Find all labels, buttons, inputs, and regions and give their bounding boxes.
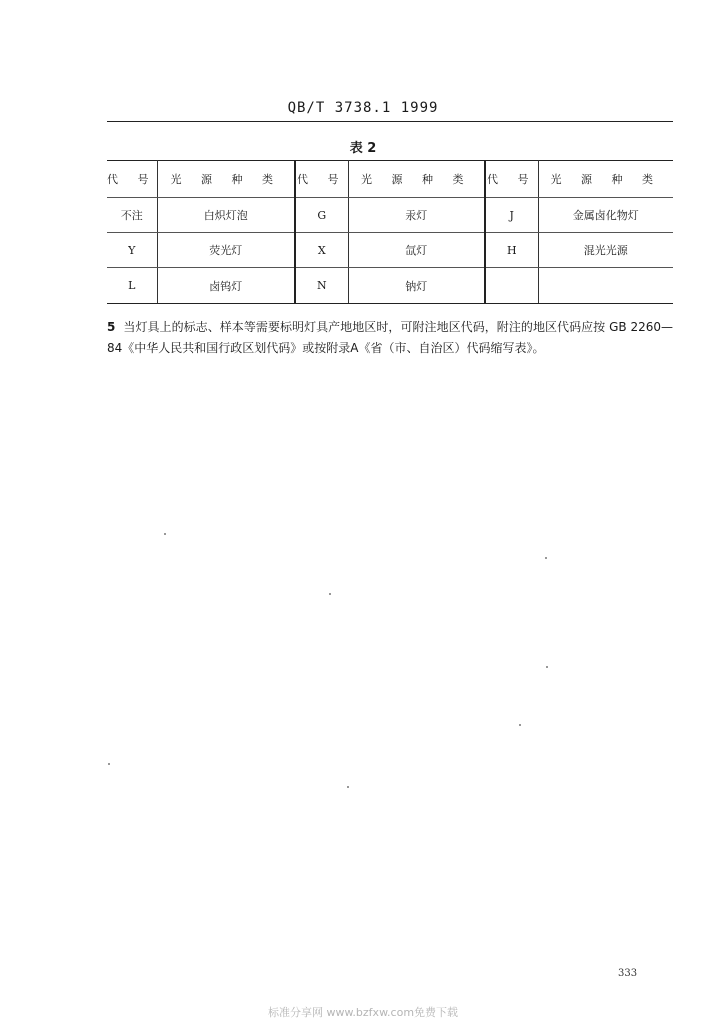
table-cell: 钠灯 [348, 268, 485, 304]
scan-speck [519, 724, 521, 726]
table-cell: 金属卤化物灯 [538, 198, 673, 233]
table-cell: L [107, 268, 157, 304]
header-type-col-3: 光 源 种 类 [538, 161, 673, 198]
table-title: 表 2 [349, 141, 377, 156]
table-cell: N [295, 268, 348, 304]
table-cell [485, 268, 538, 304]
scan-speck [546, 666, 548, 668]
table-cell: X [295, 233, 348, 268]
header-code-col-2: 代 号 [295, 161, 348, 198]
table-cell [538, 268, 673, 304]
scan-speck [545, 557, 547, 559]
light-source-code-table [107, 160, 673, 304]
table-cell: 不注 [107, 198, 157, 233]
table-cell: 白炽灯泡 [157, 198, 295, 233]
header-type-col-2: 光 源 种 类 [348, 161, 485, 198]
scan-speck [347, 786, 349, 788]
clause-text: 当灯具上的标志、样本等需要标明灯具产地地区时，可附注地区代码，附注的地区代码应按 GB 2260—84《中华人民共和国行政区划代码》或按附录A《省（市、自治区）代码缩写表》。 [107, 320, 673, 355]
table-cell: 汞灯 [348, 198, 485, 233]
table-header-row [107, 161, 673, 198]
header-code-col-1: 代 号 [107, 161, 157, 198]
clause-number: 5 [107, 320, 116, 334]
table-cell: J [485, 198, 538, 233]
scan-speck [164, 533, 166, 535]
table-cell: 荧光灯 [157, 233, 295, 268]
table-cell: H [485, 233, 538, 268]
table-cell: Y [107, 233, 157, 268]
table-cell: 卤钨灯 [157, 268, 295, 304]
table-row [107, 198, 673, 233]
table-row [107, 233, 673, 268]
scan-speck [329, 593, 331, 595]
table-row [107, 268, 673, 304]
table-cell: 混光光源 [538, 233, 673, 268]
table-cell: 氙灯 [348, 233, 485, 268]
page-number: 333 [618, 968, 638, 979]
header-code-col-3: 代 号 [485, 161, 538, 198]
scan-speck [108, 763, 110, 765]
clause-note [107, 317, 673, 359]
site-watermark: 标准分享网 www.bzfxw.com免费下载 [267, 1006, 459, 1019]
document-header-code: QB/T 3738.1 1999 [287, 100, 439, 116]
table-cell: G [295, 198, 348, 233]
header-rule [107, 121, 673, 122]
header-type-col-1: 光 源 种 类 [157, 161, 295, 198]
